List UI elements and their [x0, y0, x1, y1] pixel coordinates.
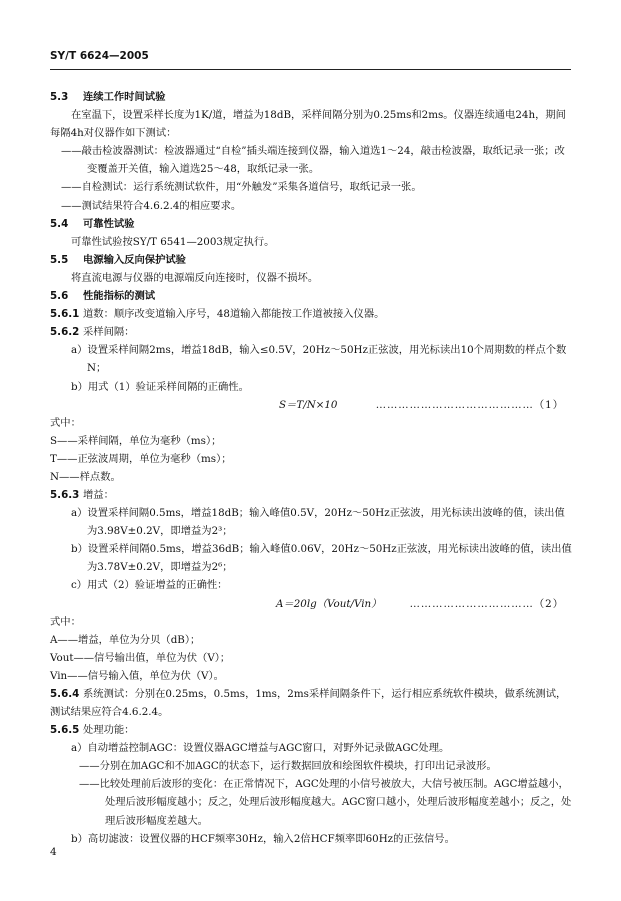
formula-2-var-vin: Vin——信号输入值，单位为伏（V）。: [50, 669, 224, 682]
section-5-4-paragraph: 可靠性试验按SY/T 6541—2003规定执行。: [71, 235, 275, 248]
section-5-6-3-item-c: c）用式（2）验证增益的正确性：: [71, 579, 228, 592]
standard-code-header: SY/T 6624—2005: [50, 50, 149, 62]
section-5-6-5-dash-1: ——分别在加AGC和不加AGC的状态下，运行数据回放和绘图软件模块，打印出记录波形。: [79, 760, 497, 773]
section-5-6-5-item-b: b）高切滤波：设置仪器的HCF频率30Hz，输入2倍HCF频率即60Hz的正弦信号。: [71, 832, 455, 845]
formula-1-expression: S＝T/N×10: [279, 398, 338, 411]
section-5-6-3-item-b: b）设置采样间隔0.5ms，增益36dB；输入峰值0.06V，20Hz～50Hz正弦波，用光标读出波峰的值，读出值为3.78V±0.2V，即增益为2⁶；: [71, 543, 572, 574]
formula-1-var-t: T——正弦波周期，单位为毫秒（ms）；: [50, 452, 232, 465]
formula-1-where: 式中：: [50, 416, 81, 429]
section-5-3-heading: 5.3 连续工作时间试验: [50, 91, 166, 103]
formula-2-expression: A＝20lg（Vout/Vin）: [276, 597, 382, 610]
formula-1-var-n: N——样点数。: [50, 470, 121, 483]
section-5-3-dash-1: ——敲击检波器测试：检波器通过“自检”插头端连接到仪器，输入道选1～24，敲击检波器，取纸记录一张；改变覆盖开关值，输入道选25～48，取纸记录一张。: [61, 145, 565, 176]
header-rule: [50, 69, 571, 70]
section-5-3-dash-3: ——测试结果符合4.6.2.4的相应要求。: [61, 199, 242, 212]
formula-2-leader: ……………………………（2）: [409, 597, 564, 610]
section-5-4-heading: 5.4 可靠性试验: [50, 217, 135, 230]
section-5-6-heading: 5.6 性能指标的测试: [50, 290, 156, 303]
section-5-6-1: 5.6.1 道数：顺序改变道输入序号，48道输入都能按工作道被接入仪器。: [50, 308, 385, 321]
document-body: [50, 88, 572, 848]
section-5-5-paragraph: 将直流电源与仪器的电源端反向连接时，仪器不损坏。: [71, 271, 319, 284]
section-5-5-heading: 5.5 电源输入反向保护试验: [50, 253, 186, 266]
section-5-6-3-heading: 5.6.3 增益：: [50, 488, 114, 501]
section-5-6-2-item-a: a）设置采样间隔2ms，增益18dB，输入≤0.5V，20Hz～50Hz正弦波，用光标读出10个周期数的样点个数N；: [71, 344, 567, 375]
formula-1-var-s: S——采样间隔，单位为毫秒（ms）；: [50, 434, 222, 447]
section-5-6-5-item-a: a）自动增益控制AGC：设置仪器AGC增益与AGC窗口，对野外记录做AGC处理。: [71, 742, 450, 755]
formula-1: [50, 396, 572, 414]
section-5-3-dash-2: ——自检测试：运行系统测试软件，用“外触发”采集各道信号，取纸记录一张。: [61, 181, 422, 194]
formula-2-var-vout: Vout——信号输出值，单位为伏（V）；: [50, 651, 231, 664]
section-5-6-3-item-a: a）设置采样间隔0.5ms，增益18dB；输入峰值0.5V，20Hz～50Hz正弦波，用光标读出波峰的值，读出值为3.98V±0.2V，即增益为2³；: [71, 507, 565, 538]
section-5-6-2-heading: 5.6.2 采样间隔：: [50, 326, 135, 339]
formula-2-where: 式中：: [50, 615, 81, 628]
formula-2-var-a: A——增益，单位为分贝（dB）；: [50, 633, 201, 646]
formula-1-leader: ……………………………………（1）: [375, 398, 564, 411]
section-5-6-2-item-b: b）用式（1）验证采样间隔的正确性。: [71, 380, 249, 393]
section-5-6-5-heading: 5.6.5 处理功能：: [50, 724, 135, 737]
section-5-6-4: 5.6.4 系统测试：分别在0.25ms，0.5ms，1ms，2ms采样间隔条件下，运行相应系统软件模块，做系统测试，测试结果应符合4.6.2.4。: [50, 687, 567, 718]
formula-2-number: （2）: [533, 597, 564, 610]
section-5-6-5-dash-2: ——比较处理前后波形的变化：在正常情况下，AGC处理的小信号被放大，大信号被压制。AGC增益越小，处理后波形幅度越小；反之，处理后波形幅度越大。AGC窗口越小，处理后波形幅度差越小；反之，处理后波形幅度差越大。: [79, 778, 572, 827]
formula-1-number: （1）: [533, 398, 564, 411]
section-5-3-paragraph: 在室温下，设置采样长度为1K/道，增益为18dB，采样间隔分别为0.25ms和2ms。仪器连续通电24h，期间每隔4h对仪器作如下测试：: [50, 109, 566, 140]
formula-2: [50, 595, 572, 613]
page-number: 4: [50, 846, 57, 858]
